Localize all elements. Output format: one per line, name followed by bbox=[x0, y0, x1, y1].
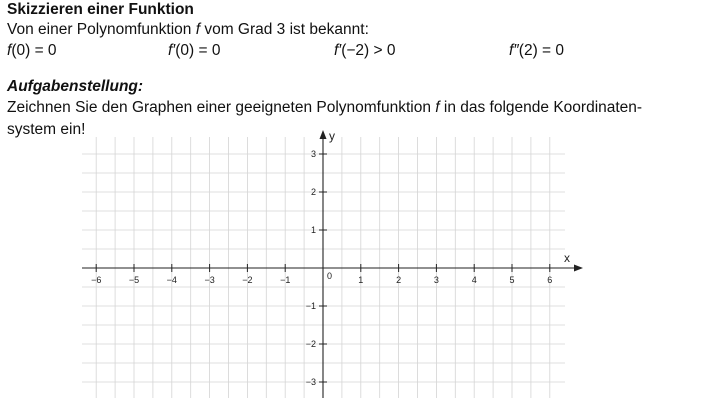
x-axis-arrow bbox=[574, 265, 583, 272]
task-function-var: f bbox=[435, 99, 440, 116]
y-tick-label: −1 bbox=[305, 301, 316, 311]
y-axis-label: y bbox=[329, 129, 335, 143]
x-tick-label: −3 bbox=[204, 275, 215, 285]
intro-function-var: f bbox=[195, 21, 201, 38]
y-tick-label: −3 bbox=[305, 377, 316, 387]
x-tick-label: −6 bbox=[91, 275, 102, 285]
condition-function: f bbox=[7, 42, 12, 59]
condition-function: f″ bbox=[509, 42, 519, 59]
condition-function: f′ bbox=[168, 42, 176, 59]
condition-value: (2) = 0 bbox=[518, 42, 565, 59]
origin-label: 0 bbox=[327, 271, 333, 281]
x-tick-label: −2 bbox=[242, 275, 253, 285]
exercise-title: Skizzieren einer Funktion bbox=[7, 1, 194, 18]
y-tick-label: 3 bbox=[310, 149, 316, 159]
task-line1-before: Zeichnen Sie den Graphen einer geeigneten Polynomfunktion bbox=[7, 99, 436, 116]
y-tick-label: −2 bbox=[305, 339, 316, 349]
y-tick-label: 1 bbox=[310, 225, 316, 235]
intro-before: Von einer Polynomfunktion bbox=[7, 21, 196, 38]
x-tick-label: 1 bbox=[358, 275, 364, 285]
y-tick-label: 2 bbox=[310, 187, 316, 197]
x-tick-label: 2 bbox=[396, 275, 402, 285]
x-tick-label: −1 bbox=[280, 275, 291, 285]
x-tick-label: 4 bbox=[471, 275, 477, 285]
condition-value: (0) = 0 bbox=[175, 42, 221, 59]
task-line1-after: in das folgende Koordinaten- bbox=[439, 99, 643, 116]
intro-after: vom Grad 3 ist bekannt: bbox=[200, 21, 369, 38]
x-tick-label: 5 bbox=[509, 275, 515, 285]
condition-value: (0) = 0 bbox=[11, 42, 57, 59]
task-heading: Aufgabenstellung: bbox=[7, 78, 144, 95]
x-tick-label: −4 bbox=[166, 275, 177, 285]
x-tick-label: 6 bbox=[547, 275, 553, 285]
condition-function: f′ bbox=[334, 42, 342, 59]
task-text-line-2: system ein! bbox=[7, 121, 86, 138]
x-tick-label: −5 bbox=[128, 275, 140, 285]
x-tick-label: 3 bbox=[433, 275, 439, 285]
condition-value: (−2) > 0 bbox=[341, 42, 396, 59]
y-axis-arrow bbox=[320, 130, 327, 139]
x-axis-label: x bbox=[564, 251, 570, 265]
